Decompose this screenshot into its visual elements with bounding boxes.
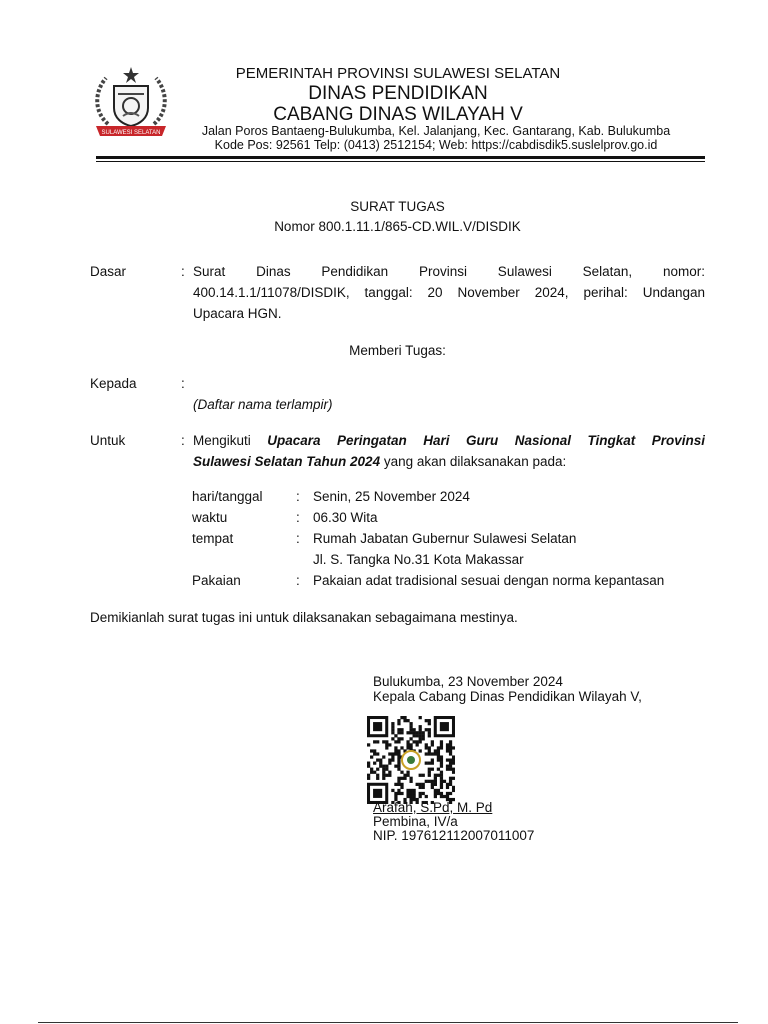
detail-colon-time: : [296,510,300,525]
untuk-line-1 [193,430,705,451]
detail-label-time: waktu [192,510,228,525]
header-contact: Kode Pos: 92561 Telp: (0413) 2512154; Web: https://cabdisdik5.suslelprov.go.id [214,138,658,152]
event-name-part-2: Sulawesi Selatan Tahun 2024 [193,454,381,469]
detail-label-attire: Pakaian [192,573,241,588]
kepada-value: (Daftar nama terlampir) [193,397,333,412]
signer-nip: NIP. 197612112007011007 [373,828,535,843]
detail-value-attire: Pakaian adat tradisional sesuai dengan norma kepantasan [313,573,665,588]
detail-value-place: Rumah Jabatan Gubernur Sulawesi Selatan [313,531,577,546]
letter-title: SURAT TUGAS [350,199,445,214]
detail-value-time: 06.30 Wita [313,510,378,525]
dasar-label: Dasar [90,264,127,279]
detail-colon-date: : [296,489,300,504]
header-divider-thick [96,156,705,159]
signature-place-date: Bulukumba, 23 November 2024 [373,674,563,689]
closing-statement: Demikianlah surat tugas ini untuk dilaksanakan sebagaimana mestinya. [90,610,518,625]
detail-value-address: Jl. S. Tangka No.31 Kota Makassar [313,552,524,567]
signer-rank: Pembina, IV/a [373,814,458,829]
dasar-line-2: 400.14.1.1/11078/DISDIK, tanggal: 20 November 2024, perihal: Undangan [193,285,705,300]
detail-colon-attire: : [296,573,300,588]
kepada-colon: : [181,376,185,391]
event-name-part-1: Upacara Peringatan Hari Guru Nasional Tingkat Provinsi [267,433,705,448]
header-government: PEMERINTAH PROVINSI SULAWESI SELATAN [235,65,561,82]
dasar-line-3: Upacara HGN. [193,306,282,321]
detail-label-date: hari/tanggal [192,489,263,504]
page-bottom-border [38,1022,738,1023]
memberi-tugas: Memberi Tugas: [349,343,446,358]
letter-number: Nomor 800.1.11.1/865-CD.WIL.V/DISDIK [274,219,521,234]
detail-label-place: tempat [192,531,234,546]
untuk-label: Untuk [90,433,126,448]
untuk-prefix: Mengikuti [193,433,251,448]
detail-colon-place: : [296,531,300,546]
logo-ribbon-text: SULAWESI SELATAN [101,130,161,136]
untuk-line-2 [193,451,705,472]
header-divider-thin [96,161,705,162]
header-office: DINAS PENDIDIKAN [308,83,488,104]
qr-code-icon [367,716,455,804]
dasar-line-1: Surat Dinas Pendidikan Provinsi Sulawesi Selatan, nomor: [193,264,705,279]
untuk-suffix: yang akan dilaksanakan pada: [383,454,567,469]
header-address: Jalan Poros Bantaeng-Bulukumba, Kel. Jalanjang, Kec. Gantarang, Kab. Bulukumba [201,124,671,138]
detail-value-date: Senin, 25 November 2024 [313,489,470,504]
signature-position: Kepala Cabang Dinas Pendidikan Wilayah V, [373,689,642,704]
dasar-colon: : [181,264,185,279]
signer-name: Arafah, S.Pd, M. Pd [373,800,493,815]
untuk-colon: : [181,433,185,448]
kepada-label: Kepada [90,376,137,391]
header-branch: CABANG DINAS WILAYAH V [273,104,523,125]
